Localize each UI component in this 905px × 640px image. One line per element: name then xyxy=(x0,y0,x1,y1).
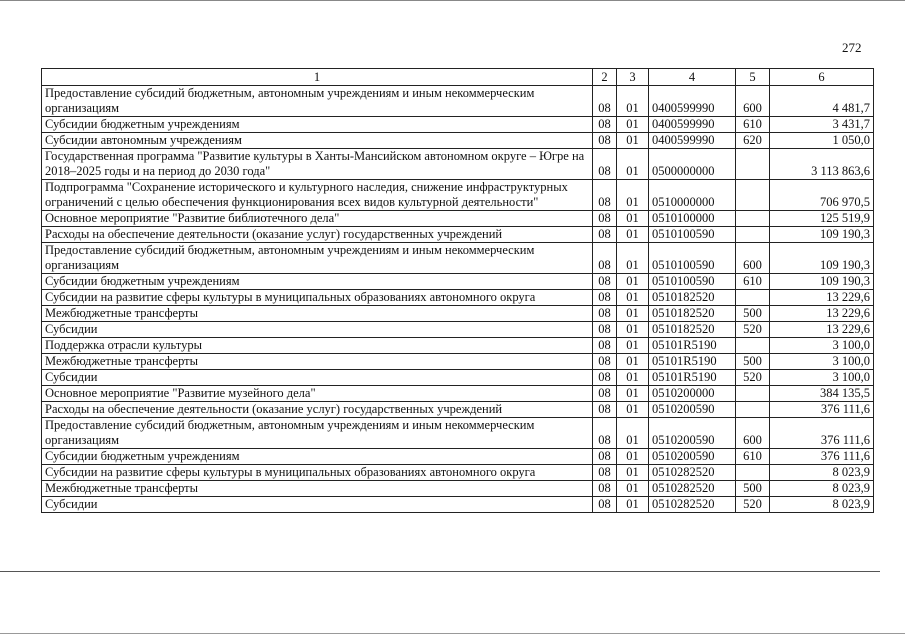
cell-expense-type xyxy=(736,180,770,211)
cell-subsection: 01 xyxy=(617,370,649,386)
cell-target: 0510000000 xyxy=(649,180,736,211)
cell-target: 05101R5190 xyxy=(649,338,736,354)
cell-section: 08 xyxy=(593,449,617,465)
cell-section: 08 xyxy=(593,306,617,322)
cell-expense-type: 500 xyxy=(736,481,770,497)
cell-section: 08 xyxy=(593,274,617,290)
cell-expense-type: 500 xyxy=(736,354,770,370)
cell-name: Расходы на обеспечение деятельности (оказание услуг) государственных учреждений xyxy=(42,227,593,243)
cell-amount: 3 100,0 xyxy=(770,338,874,354)
cell-amount: 109 190,3 xyxy=(770,243,874,274)
cell-target: 05101R5190 xyxy=(649,370,736,386)
cell-amount: 3 100,0 xyxy=(770,354,874,370)
cell-expense-type: 500 xyxy=(736,306,770,322)
cell-section: 08 xyxy=(593,211,617,227)
cell-name: Подпрограмма "Сохранение исторического и культурного наследия, снижение инфраструктурных ограничений с целью обеспечения функционирования всех видов культурной деятельности" xyxy=(42,180,593,211)
cell-amount: 8 023,9 xyxy=(770,481,874,497)
scan-line-footer xyxy=(0,633,905,634)
cell-subsection: 01 xyxy=(617,133,649,149)
cell-expense-type: 620 xyxy=(736,133,770,149)
cell-expense-type xyxy=(736,227,770,243)
cell-name: Субсидии на развитие сферы культуры в муниципальных образованиях автономного округа xyxy=(42,465,593,481)
table-row xyxy=(42,386,874,402)
cell-target: 0510200590 xyxy=(649,418,736,449)
cell-subsection: 01 xyxy=(617,418,649,449)
cell-name: Субсидии xyxy=(42,370,593,386)
cell-expense-type xyxy=(736,402,770,418)
header-cell-target: 4 xyxy=(649,69,736,86)
cell-name: Расходы на обеспечение деятельности (оказание услуг) государственных учреждений xyxy=(42,402,593,418)
cell-name: Межбюджетные трансферты xyxy=(42,306,593,322)
cell-name: Предоставление субсидий бюджетным, автономным учреждениям и иным некоммерческим организациям xyxy=(42,243,593,274)
cell-target: 0400599990 xyxy=(649,86,736,117)
table-row xyxy=(42,290,874,306)
cell-name: Основное мероприятие "Развитие музейного дела" xyxy=(42,386,593,402)
table-header-row xyxy=(42,69,874,86)
cell-name: Субсидии бюджетным учреждениям xyxy=(42,449,593,465)
cell-amount: 8 023,9 xyxy=(770,497,874,513)
cell-target: 0510182520 xyxy=(649,290,736,306)
cell-amount: 376 111,6 xyxy=(770,402,874,418)
cell-name: Поддержка отрасли культуры xyxy=(42,338,593,354)
cell-section: 08 xyxy=(593,338,617,354)
cell-target: 0400599990 xyxy=(649,117,736,133)
cell-section: 08 xyxy=(593,322,617,338)
budget-table xyxy=(41,68,874,513)
page-number: 272 xyxy=(842,40,862,55)
cell-name: Субсидии xyxy=(42,497,593,513)
cell-section: 08 xyxy=(593,117,617,133)
cell-target: 0400599990 xyxy=(649,133,736,149)
table-row xyxy=(42,211,874,227)
cell-subsection: 01 xyxy=(617,227,649,243)
table-row xyxy=(42,370,874,386)
cell-expense-type xyxy=(736,211,770,227)
cell-section: 08 xyxy=(593,481,617,497)
table-row xyxy=(42,449,874,465)
cell-target: 0510182520 xyxy=(649,306,736,322)
cell-name: Государственная программа "Развитие культуры в Ханты-Мансийском автономном округе – Югре на 2018–2025 годы и на период до 2030 года" xyxy=(42,149,593,180)
cell-amount: 13 229,6 xyxy=(770,290,874,306)
cell-expense-type: 600 xyxy=(736,418,770,449)
cell-section: 08 xyxy=(593,354,617,370)
scan-line-top xyxy=(0,0,905,1)
table-row xyxy=(42,133,874,149)
cell-name: Межбюджетные трансферты xyxy=(42,481,593,497)
cell-section: 08 xyxy=(593,243,617,274)
cell-amount: 4 481,7 xyxy=(770,86,874,117)
cell-expense-type: 520 xyxy=(736,322,770,338)
cell-section: 08 xyxy=(593,370,617,386)
cell-expense-type: 600 xyxy=(736,243,770,274)
cell-expense-type xyxy=(736,290,770,306)
table-row xyxy=(42,117,874,133)
table-row xyxy=(42,243,874,274)
cell-section: 08 xyxy=(593,180,617,211)
cell-expense-type: 610 xyxy=(736,117,770,133)
cell-expense-type xyxy=(736,149,770,180)
cell-name: Основное мероприятие "Развитие библиотечного дела" xyxy=(42,211,593,227)
header-cell-subsection: 3 xyxy=(617,69,649,86)
cell-amount: 3 431,7 xyxy=(770,117,874,133)
cell-section: 08 xyxy=(593,497,617,513)
cell-amount: 13 229,6 xyxy=(770,306,874,322)
table-row xyxy=(42,338,874,354)
cell-target: 0510200000 xyxy=(649,386,736,402)
cell-target: 0500000000 xyxy=(649,149,736,180)
cell-subsection: 01 xyxy=(617,338,649,354)
cell-subsection: 01 xyxy=(617,481,649,497)
cell-subsection: 01 xyxy=(617,386,649,402)
cell-subsection: 01 xyxy=(617,465,649,481)
table-row xyxy=(42,354,874,370)
cell-section: 08 xyxy=(593,290,617,306)
cell-target: 0510200590 xyxy=(649,402,736,418)
cell-amount: 1 050,0 xyxy=(770,133,874,149)
cell-expense-type: 610 xyxy=(736,449,770,465)
cell-subsection: 01 xyxy=(617,449,649,465)
cell-section: 08 xyxy=(593,133,617,149)
cell-amount: 109 190,3 xyxy=(770,274,874,290)
header-cell-expense-type: 5 xyxy=(736,69,770,86)
table-row xyxy=(42,322,874,338)
cell-expense-type xyxy=(736,386,770,402)
cell-target: 0510100590 xyxy=(649,274,736,290)
cell-target: 0510282520 xyxy=(649,497,736,513)
cell-section: 08 xyxy=(593,149,617,180)
table-row xyxy=(42,418,874,449)
cell-section: 08 xyxy=(593,386,617,402)
cell-subsection: 01 xyxy=(617,402,649,418)
cell-amount: 8 023,9 xyxy=(770,465,874,481)
table-row xyxy=(42,481,874,497)
cell-amount: 3 113 863,6 xyxy=(770,149,874,180)
cell-name: Субсидии на развитие сферы культуры в муниципальных образованиях автономного округа xyxy=(42,290,593,306)
cell-amount: 3 100,0 xyxy=(770,370,874,386)
cell-name: Субсидии автономным учреждениям xyxy=(42,133,593,149)
table-row xyxy=(42,227,874,243)
cell-target: 0510282520 xyxy=(649,481,736,497)
cell-target: 0510282520 xyxy=(649,465,736,481)
cell-subsection: 01 xyxy=(617,180,649,211)
table-row xyxy=(42,86,874,117)
table-row xyxy=(42,402,874,418)
cell-section: 08 xyxy=(593,86,617,117)
cell-subsection: 01 xyxy=(617,211,649,227)
cell-name: Субсидии бюджетным учреждениям xyxy=(42,274,593,290)
cell-amount: 384 135,5 xyxy=(770,386,874,402)
cell-subsection: 01 xyxy=(617,117,649,133)
table-row xyxy=(42,306,874,322)
cell-expense-type xyxy=(736,465,770,481)
cell-amount: 376 111,6 xyxy=(770,418,874,449)
cell-subsection: 01 xyxy=(617,497,649,513)
cell-name: Субсидии бюджетным учреждениям xyxy=(42,117,593,133)
cell-target: 0510200590 xyxy=(649,449,736,465)
header-cell-name: 1 xyxy=(42,69,593,86)
cell-section: 08 xyxy=(593,402,617,418)
table-row xyxy=(42,465,874,481)
table-row xyxy=(42,180,874,211)
cell-target: 0510100590 xyxy=(649,243,736,274)
cell-amount: 125 519,9 xyxy=(770,211,874,227)
cell-amount: 13 229,6 xyxy=(770,322,874,338)
table-row xyxy=(42,149,874,180)
cell-subsection: 01 xyxy=(617,354,649,370)
table-row xyxy=(42,497,874,513)
cell-expense-type: 520 xyxy=(736,370,770,386)
scan-line-bottom xyxy=(0,571,880,572)
cell-expense-type: 600 xyxy=(736,86,770,117)
table-body xyxy=(42,86,874,513)
cell-target: 05101R5190 xyxy=(649,354,736,370)
cell-target: 0510100590 xyxy=(649,227,736,243)
header-cell-section: 2 xyxy=(593,69,617,86)
cell-section: 08 xyxy=(593,418,617,449)
cell-name: Межбюджетные трансферты xyxy=(42,354,593,370)
cell-subsection: 01 xyxy=(617,243,649,274)
cell-name: Субсидии xyxy=(42,322,593,338)
cell-expense-type xyxy=(736,338,770,354)
cell-section: 08 xyxy=(593,465,617,481)
cell-amount: 706 970,5 xyxy=(770,180,874,211)
cell-subsection: 01 xyxy=(617,322,649,338)
table-row xyxy=(42,274,874,290)
cell-section: 08 xyxy=(593,227,617,243)
cell-target: 0510100000 xyxy=(649,211,736,227)
cell-subsection: 01 xyxy=(617,274,649,290)
cell-subsection: 01 xyxy=(617,149,649,180)
cell-subsection: 01 xyxy=(617,290,649,306)
header-cell-amount: 6 xyxy=(770,69,874,86)
cell-name: Предоставление субсидий бюджетным, автономным учреждениям и иным некоммерческим организациям xyxy=(42,86,593,117)
cell-amount: 376 111,6 xyxy=(770,449,874,465)
cell-subsection: 01 xyxy=(617,86,649,117)
cell-subsection: 01 xyxy=(617,306,649,322)
cell-expense-type: 520 xyxy=(736,497,770,513)
cell-name: Предоставление субсидий бюджетным, автономным учреждениям и иным некоммерческим организациям xyxy=(42,418,593,449)
cell-target: 0510182520 xyxy=(649,322,736,338)
cell-expense-type: 610 xyxy=(736,274,770,290)
cell-amount: 109 190,3 xyxy=(770,227,874,243)
